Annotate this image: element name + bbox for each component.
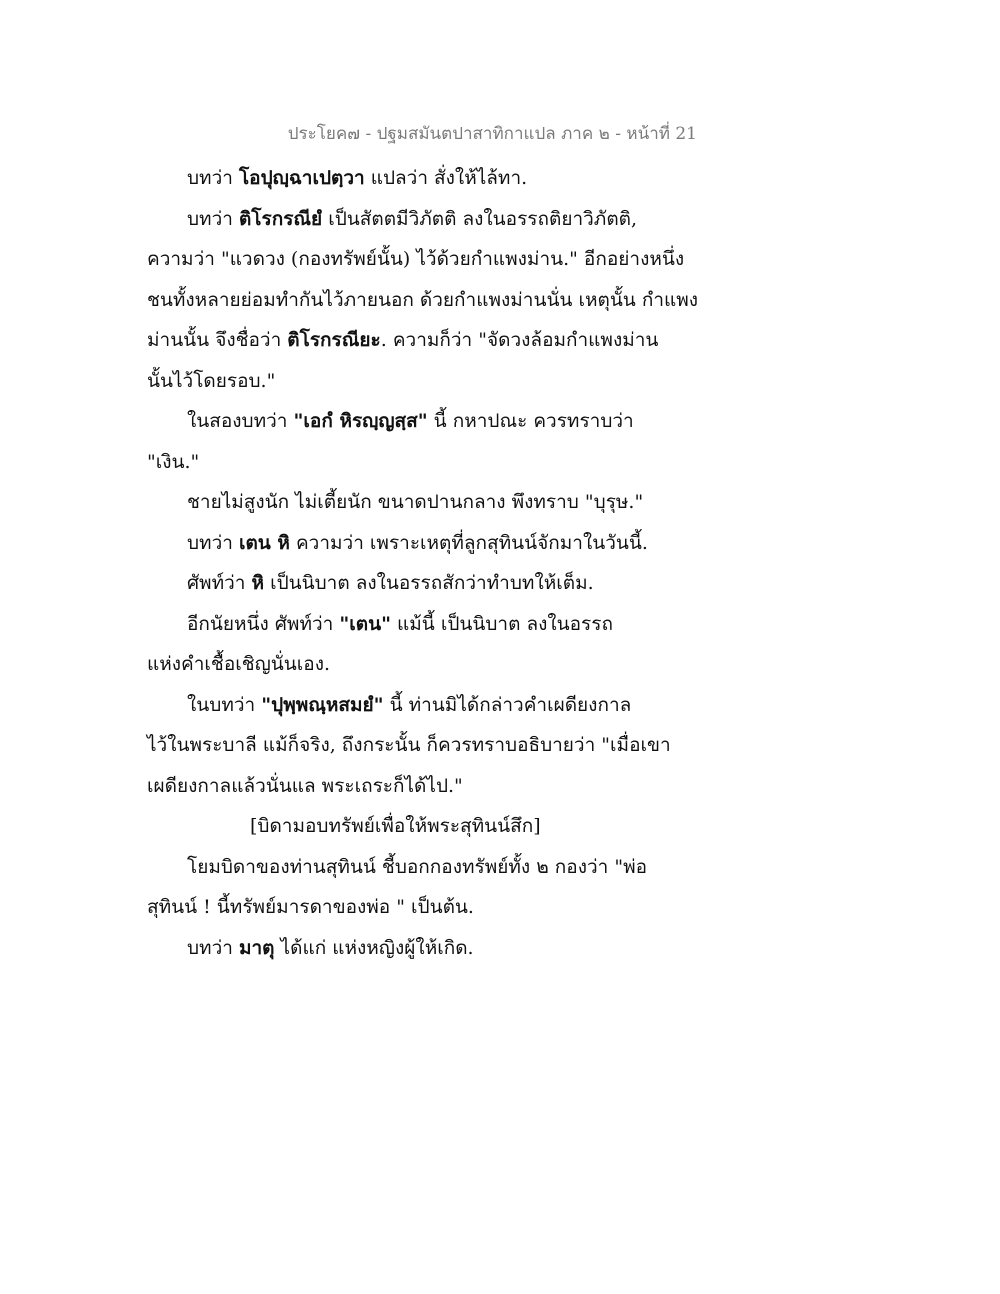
text-segment: ความว่า "แวดวง (กองทรัพย์นั้น) ไว้ด้วยกำแพงม่าน." อีกอย่างหนึ่ง: [147, 248, 685, 270]
running-header: ประโยค๗ - ปฐมสมันตปาสาทิกาแปล ภาค ๒ - หน้าที่ 21: [287, 124, 697, 144]
text-segment: อีกนัยหนึ่ง ศัพท์ว่า: [187, 612, 340, 635]
text-line: [147, 725, 707, 766]
text-segment: ชนทั้งหลายย่อมทำกันไว้ภายนอก ด้วยกำแพงม่านนั่น เหตุนั้น กำแพง: [147, 288, 699, 311]
text-line: [147, 766, 707, 807]
text-line: [147, 158, 707, 199]
text-segment: นี้ กหาปณะ ควรทราบว่า: [427, 410, 634, 432]
text-segment: ความว่า เพราะเหตุที่ลูกสุทินน์จักมาในวันนี้.: [289, 531, 648, 554]
body-text: [147, 158, 707, 968]
pali-term: โอปุญฺฉาเปตฺวา: [238, 167, 365, 189]
text-segment: ศัพท์ว่า: [187, 572, 252, 594]
text-line: [147, 644, 707, 685]
text-segment: ได้แก่ แห่งหญิงผู้ให้เกิด.: [274, 936, 474, 959]
text-segment: เป็นนิบาต ลงในอรรถสักว่าทำบทให้เต็ม.: [264, 572, 594, 594]
text-segment: แห่งคำเชื้อเชิญนั่นเอง.: [147, 653, 331, 675]
text-segment: แม้นี้ เป็นนิบาต ลงในอรรถ: [390, 612, 613, 635]
text-line: [147, 887, 707, 928]
text-segment: แปลว่า สั่งให้ไล้ทา.: [364, 167, 528, 189]
text-line: [147, 199, 707, 240]
text-segment: เป็นสัตตมีวิภัตติ ลงในอรรถติยาวิภัตติ,: [322, 207, 638, 230]
text-line: [147, 320, 707, 361]
text-segment: นั้นไว้โดยรอบ.": [147, 369, 276, 392]
text-segment: บทว่า: [187, 207, 239, 230]
text-segment: ม่านนั้น จึงชื่อว่า: [147, 329, 288, 351]
text-line: [147, 361, 707, 402]
text-segment: ในบทว่า: [187, 693, 262, 716]
text-segment: [บิดามอบทรัพย์เพื่อให้พระสุทินน์สึก]: [250, 815, 541, 837]
text-line: [147, 239, 707, 280]
pali-term: มาตุ: [238, 936, 275, 959]
text-segment: สุทินน์ ! นี้ทรัพย์มารดาของพ่อ " เป็นต้น.: [147, 896, 474, 918]
text-segment: ชายไม่สูงนัก ไม่เตี้ยนัก ขนาดปานกลาง พึงทราบ "บุรุษ.": [187, 491, 644, 513]
text-segment: บทว่า: [187, 936, 239, 959]
text-segment: เผดียงกาลแล้วนั่นแล พระเถระก็ได้ไป.": [147, 774, 463, 797]
pali-term: "เตน": [339, 612, 391, 635]
text-line: [147, 604, 707, 645]
text-line: [147, 280, 707, 321]
text-segment: บทว่า: [187, 167, 239, 189]
pali-term: หิ: [251, 572, 265, 594]
text-line: [147, 401, 707, 442]
text-line: [147, 482, 707, 523]
text-line: [147, 523, 707, 564]
text-segment: บทว่า: [187, 531, 239, 554]
text-segment: ในสองบทว่า: [187, 410, 294, 432]
text-segment: โยมบิดาของท่านสุทินน์ ชี้บอกกองทรัพย์ทั้ง ๒ กองว่า "พ่อ: [187, 855, 648, 878]
text-line: [147, 442, 707, 483]
text-segment: นี้ ท่านมิได้กล่าวคำเผดียงกาล: [383, 693, 632, 716]
text-line: [147, 563, 707, 604]
text-line: [147, 685, 707, 726]
text-line: [147, 847, 707, 888]
text-segment: . ความก็ว่า "จัดวงล้อมกำแพงม่าน: [380, 329, 659, 351]
text-segment: ไว้ในพระบาลี แม้ก็จริง, ถึงกระนั้น ก็ควรทราบอธิบายว่า "เมื่อเขา: [147, 734, 671, 756]
pali-term: ติโรกรณียํ: [238, 207, 323, 230]
pali-term: ติโรกรณียะ: [287, 329, 381, 351]
pali-term: "ปุพฺพณฺหสมยํ": [261, 693, 384, 716]
section-heading: [147, 806, 707, 847]
pali-term: เตน หิ: [238, 531, 290, 554]
text-segment: "เงิน.": [147, 450, 200, 473]
text-line: [147, 928, 707, 969]
pali-term: "เอกํ หิรญฺญสฺส": [293, 410, 428, 432]
